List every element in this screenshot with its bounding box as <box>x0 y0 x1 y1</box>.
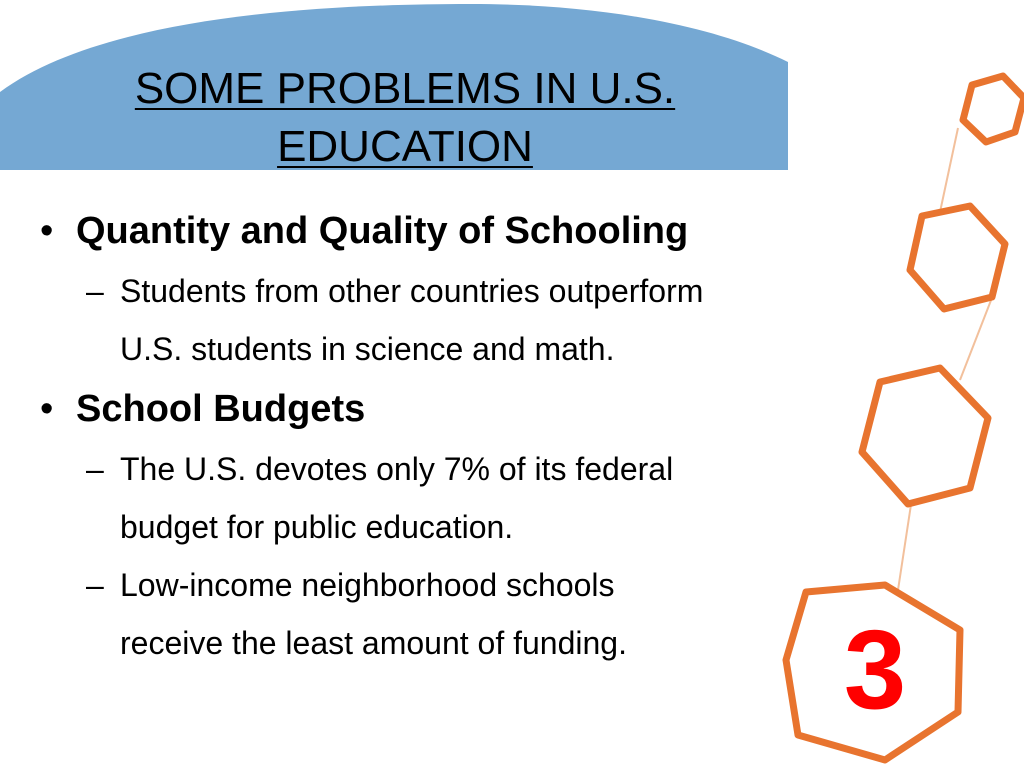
sub-bullet <box>86 556 860 672</box>
hexagon-connectors <box>898 128 995 590</box>
sub-bullet-line-2: budget for public education. <box>120 509 514 545</box>
bullet-list <box>40 200 860 672</box>
sub-bullet <box>86 440 860 556</box>
sub-bullet-line-1: Students from other countries outperform <box>120 273 704 309</box>
sub-bullet-line-2: U.S. students in science and math. <box>120 331 615 367</box>
connector-line <box>940 128 958 212</box>
dash-glyph: – <box>86 567 104 603</box>
title-line-1: SOME PROBLEMS IN U.S. <box>134 64 676 113</box>
bullet-glyph: • <box>40 388 54 430</box>
hexagon-icon <box>910 206 1005 309</box>
connector-line <box>898 498 912 590</box>
sub-bullet-line-1: The U.S. devotes only 7% of its federal <box>120 451 674 487</box>
slide-number: 3 <box>843 607 907 732</box>
sub-bullet-line-2: receive the least amount of funding. <box>120 625 627 661</box>
dash-glyph: – <box>86 451 104 487</box>
bullet-heading-2 <box>40 378 860 440</box>
bullet-glyph: • <box>40 210 54 252</box>
title-line-2: EDUCATION <box>277 122 533 171</box>
sub-bullet-line-1: Low-income neighborhood schools <box>120 567 615 603</box>
dash-glyph: – <box>86 273 104 309</box>
hexagon-icon <box>963 76 1024 142</box>
hexagon-icon <box>862 368 988 504</box>
sub-bullet <box>86 262 860 378</box>
bullet-heading-text: Quantity and Quality of Schooling <box>76 210 689 252</box>
bullet-heading-text: School Budgets <box>76 388 366 430</box>
bullet-heading-1 <box>40 200 860 262</box>
